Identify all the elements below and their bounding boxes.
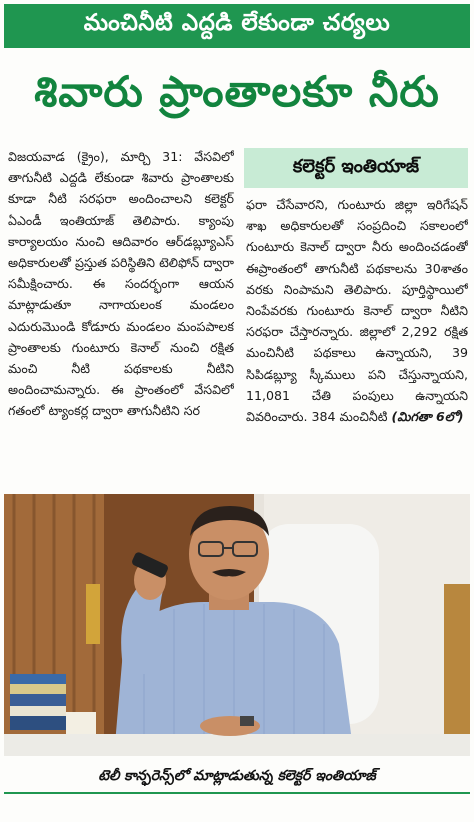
photo-caption: టెలీ కాన్ఫరెన్స్‌లో మాట్లాడుతున్న కలెక్టర్ ఇంతియాజ్	[4, 762, 470, 794]
photo-illustration	[4, 494, 470, 756]
article-body	[4, 146, 470, 486]
kicker-text: మంచినీటి ఎద్దడి లేకుండా చర్యలు	[83, 10, 391, 36]
body-right-text: ఫరా చేసేవారని, గుంటూరు జిల్లా ఇరిగేషన్ శాఖ అధికారులతో సంప్రదించి సకాలంలో గుంటూరు కెనాల్ ద్వారా నీరు అందించడంతో ఈప్రాంతంలో తాగునీటి పథకాలను 30శాతం వరకు నింపామని తెలిపారు. పూర్తిస్థాయిలో నింపేవరకు గుంటూరు కెనాల్ ద్వారా నీటిని సరఫరా చేస్తారన్నారు. జిల్లాలో 2,292 రక్షిత మంచినీటి పథకాలు ఉన్నాయని, 39 సిపిడబ్ల్యూ స్కీములు పని చేస్తున్నాయని, 11,081 చేతి పంపులు ఉన్నాయని వివరించారు. 384 మంచినీటి	[246, 197, 468, 425]
column-right	[246, 194, 468, 488]
body-paragraph-right	[246, 194, 468, 427]
kicker-banner	[4, 4, 470, 48]
byline-tag: కలెక్టర్ ఇంతియాజ్	[244, 148, 468, 188]
collector-photo	[4, 494, 470, 756]
continued-note: (మిగతా 6లో)	[391, 409, 464, 425]
column-left	[8, 146, 234, 486]
headline: శివారు ప్రాంతాలకూ నీరు	[34, 67, 440, 116]
body-paragraph-left: విజయవాడ (క్రైం), మార్చి 31: వేసవిలో తాగునీటి ఎద్దడి లేకుండా శివారు ప్రాంతాలకు కూడా నీటి సరఫరా అందించాలని కలెక్టర్ ఏఎండీ ఇంతియాజ్ తెలిపారు. క్యాంపు కార్యాలయం నుంచి ఆదివారం ఆర్‌డబ్ల్యూఎస్ అధికారులతో ప్రస్తుత పరిస్థితిని టెలిఫోన్ ద్వారా సమీక్షించారు. ఈ సందర్భంగా ఆయన మాట్లాడుతూ నాగాయలంక మండలం ఎదురుమొండి కోడూరు మండలం మంపపాలక ప్రాంతాలకు గుంటూరు కెనాల్ నుంచి రక్షిత మంచి నీటి పథకాలకు నీటిని అందించామన్నారు. ఈ ప్రాంతంలో వేసవిలో గతంలో ట్యాంకర్ల ద్వారా తాగునీటిని సర	[8, 149, 234, 419]
